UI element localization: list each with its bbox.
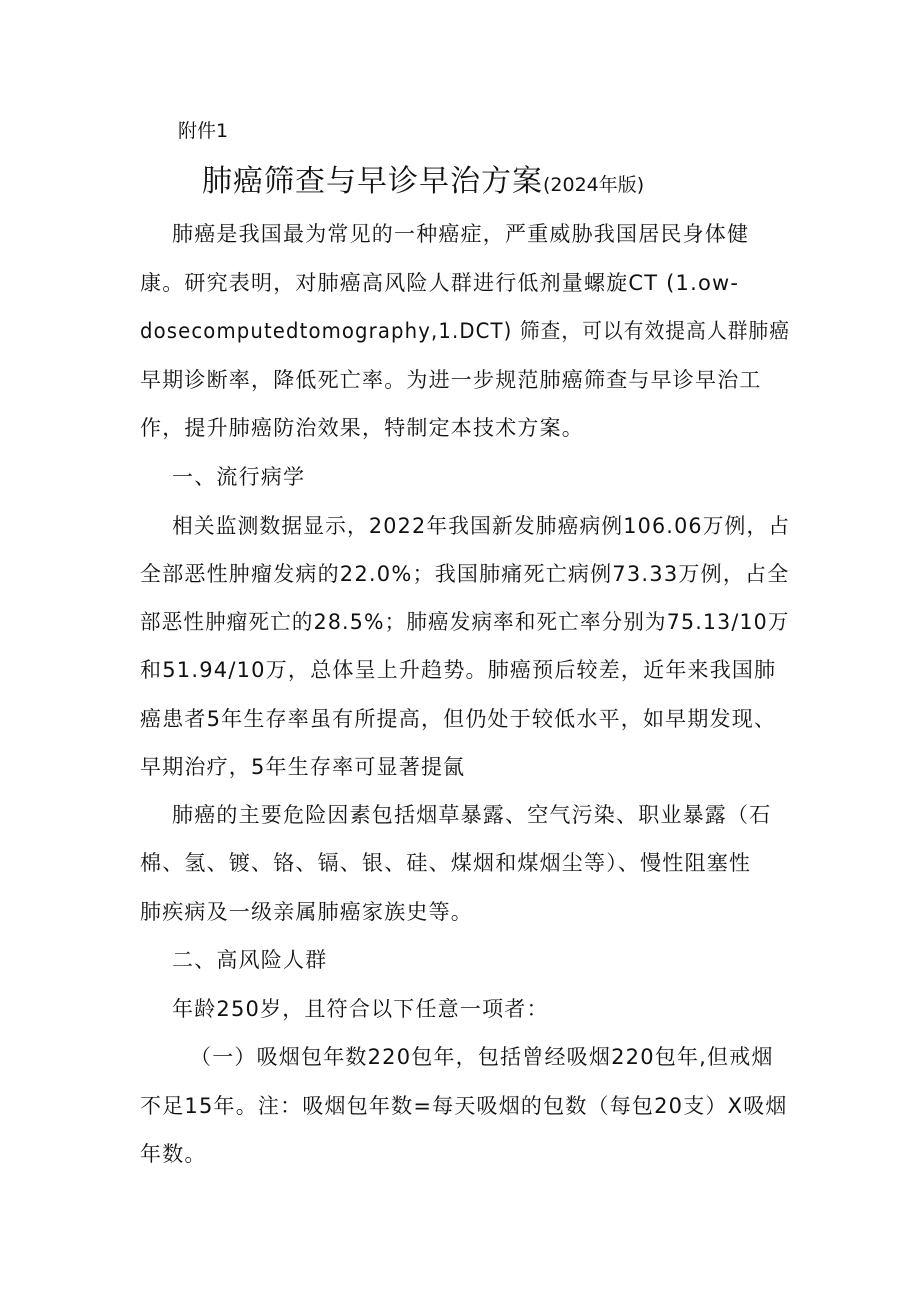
intro-line: 肺癌是我国最为常见的一种癌症，严重威胁我国居民身体健 (172, 222, 750, 246)
section2-intro: 年龄250岁，且符合以下任意一项者： (172, 997, 549, 1021)
section1-para1-line: 全部恶性肿瘤发病的22.0%；我国肺痛死亡病例73.33万例，占全 (140, 562, 790, 586)
section1-para2-line: 肺癌的主要危险因素包括烟草暴露、空气污染、职业暴露（石 (172, 803, 772, 827)
section2-item1-line: 不足15年。注：吸烟包年数=每天吸烟的包数（每包20支）X吸烟 (140, 1094, 788, 1118)
section-heading-epidemiology: 一、流行病学 (172, 465, 306, 489)
section1-para1-line: 部恶性肿瘤死亡的28.5%；肺癌发病率和死亡率分别为75.13/10万 (140, 610, 790, 634)
title-main: 肺癌筛查与早诊早治方案 (202, 164, 543, 199)
section-heading-high-risk: 二、高风险人群 (172, 948, 328, 972)
attachment-label: 附件1 (178, 120, 229, 142)
intro-line: dosecomputedtomography,1.DCT) 筛查，可以有效提高人群肺癌 (140, 319, 791, 343)
intro-line: 早期诊断率，降低死亡率。为进一步规范肺癌筛查与早诊早治工 (140, 368, 762, 392)
section1-para1-line: 相关监测数据显示，2022年我国新发肺癌病例106.06万例，占 (172, 514, 791, 538)
section1-para2-line: 棉、氢、镀、铬、镉、银、硅、煤烟和煤烟尘等）、慢性阻塞性 (140, 851, 752, 875)
title-version: (2024年版) (543, 174, 645, 196)
document-title (202, 162, 644, 205)
section1-para1-line: 早期治疗，5年生存率可显著提氤 (140, 755, 466, 779)
section2-item1-line: （一）吸烟包年数220包年，包括曾经吸烟220包年,但戒烟 (190, 1045, 774, 1069)
section1-para1-line: 和51.94/10万，总体呈上升趋势。肺癌预后较差，近年来我国肺 (140, 658, 777, 682)
intro-line: 作，提升肺癌防治效果，特制定本技术方案。 (140, 416, 584, 440)
section2-item1-line: 年数。 (140, 1142, 207, 1166)
section1-para1-line: 癌患者5年生存率虽有所提高，但仍处于较低水平，如早期发现、 (140, 707, 777, 731)
section1-para2-line: 肺疾病及一级亲属肺癌家族史等。 (140, 900, 473, 924)
intro-line: 康。研究表明，对肺癌高风险人群进行低剂量螺旋CT (1.ow- (140, 271, 740, 295)
